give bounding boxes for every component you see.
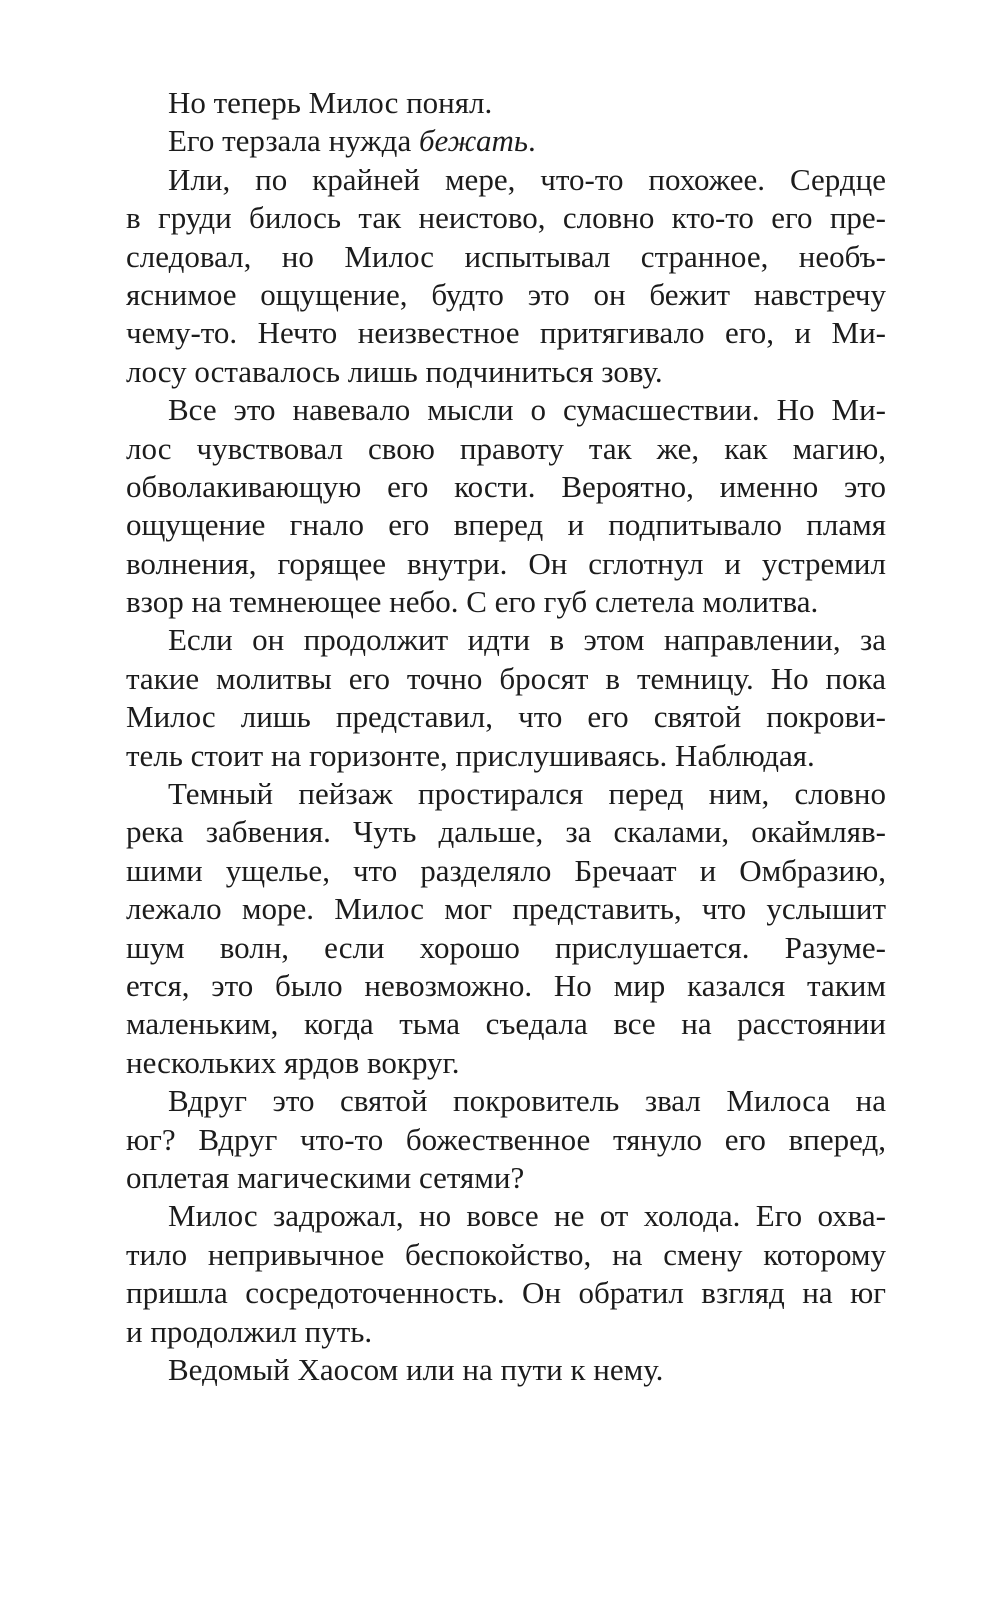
text-line: юг? Вдруг что-то божественное тянуло его вперед, bbox=[126, 1121, 886, 1157]
paragraph bbox=[126, 122, 886, 160]
text-segment: Его терзала нужда bbox=[168, 123, 419, 159]
emphasis-text: бежать bbox=[418, 123, 528, 159]
text-line: река забвения. Чуть дальше, за скалами, окаймляв- bbox=[126, 814, 886, 850]
text-segment: . bbox=[527, 123, 536, 159]
paragraph bbox=[126, 84, 886, 122]
text-line: Милос лишь представил, что его святой покрови- bbox=[126, 699, 886, 735]
text-line: Если он продолжит идти в этом направлении, за bbox=[168, 622, 886, 658]
text-line: взор на темнеющее небо. С его губ слетела молитва. bbox=[126, 584, 819, 620]
text-line: шум волн, если хорошо прислушается. Разуме- bbox=[126, 929, 886, 965]
text-line: тило непривычное беспокойство, на смену которому bbox=[126, 1236, 886, 1272]
paragraph bbox=[126, 1197, 886, 1351]
text-line: Милос задрожал, но вовсе не от холода. Его охва- bbox=[168, 1198, 886, 1234]
text-line: Все это навевало мысли о сумасшествии. Но Ми- bbox=[168, 392, 886, 428]
paragraph bbox=[126, 775, 886, 1082]
text-line: обволакивающую его кости. Вероятно, именно это bbox=[126, 468, 886, 504]
text-line: ется, это было невозможно. Но мир казался таким bbox=[126, 967, 886, 1003]
text-line: маленьким, когда тьма съедала все на расстоянии bbox=[126, 1006, 886, 1042]
text-line: пришла сосредоточенность. Он обратил взгляд на юг bbox=[126, 1275, 886, 1311]
text-line: Или, по крайней мере, что-то похожее. Сердце bbox=[168, 161, 886, 197]
paragraph bbox=[126, 391, 886, 621]
paragraph bbox=[126, 1351, 886, 1389]
text-line: ощущение гнало его вперед и подпитывало пламя bbox=[126, 507, 886, 543]
text-line: Но теперь Милос понял. bbox=[168, 85, 493, 120]
body-text bbox=[126, 84, 886, 1389]
text-line: и продолжил путь. bbox=[126, 1313, 373, 1349]
paragraph bbox=[126, 1082, 886, 1197]
text-line: лос чувствовал свою правоту так же, как магию, bbox=[126, 430, 886, 466]
text-line: шими ущелье, что разделяло Бречаат и Омбразию, bbox=[126, 852, 886, 888]
text-line: в груди билось так неистово, словно кто-то его пре- bbox=[126, 200, 886, 236]
text-line: лежало море. Милос мог представить, что услышит bbox=[126, 891, 886, 927]
text-line: волнения, горящее внутри. Он сглотнул и устремил bbox=[126, 545, 886, 581]
text-line: лосу оставалось лишь подчиниться зову. bbox=[126, 353, 663, 389]
text-line: Вдруг это святой покровитель звал Милоса на bbox=[168, 1083, 886, 1119]
text-line: яснимое ощущение, будто это он бежит навстречу bbox=[126, 276, 886, 312]
text-line: нескольких ярдов вокруг. bbox=[126, 1044, 460, 1080]
paragraph bbox=[126, 161, 886, 391]
text-line: такие молитвы его точно бросят в темницу. Но пока bbox=[126, 660, 886, 696]
text-line: чему-то. Нечто неизвестное притягивало его, и Ми- bbox=[126, 315, 886, 351]
paragraph bbox=[126, 621, 886, 775]
text-line: оплетая магическими сетями? bbox=[126, 1159, 525, 1195]
text-line: Ведомый Хаосом или на пути к нему. bbox=[168, 1351, 664, 1387]
text-line: Темный пейзаж простирался перед ним, словно bbox=[168, 776, 886, 812]
text-line bbox=[126, 122, 886, 160]
text-line: тель стоит на горизонте, прислушиваясь. Наблюдая. bbox=[126, 737, 815, 773]
text-line: следовал, но Милос испытывал странное, необъ- bbox=[126, 238, 886, 274]
